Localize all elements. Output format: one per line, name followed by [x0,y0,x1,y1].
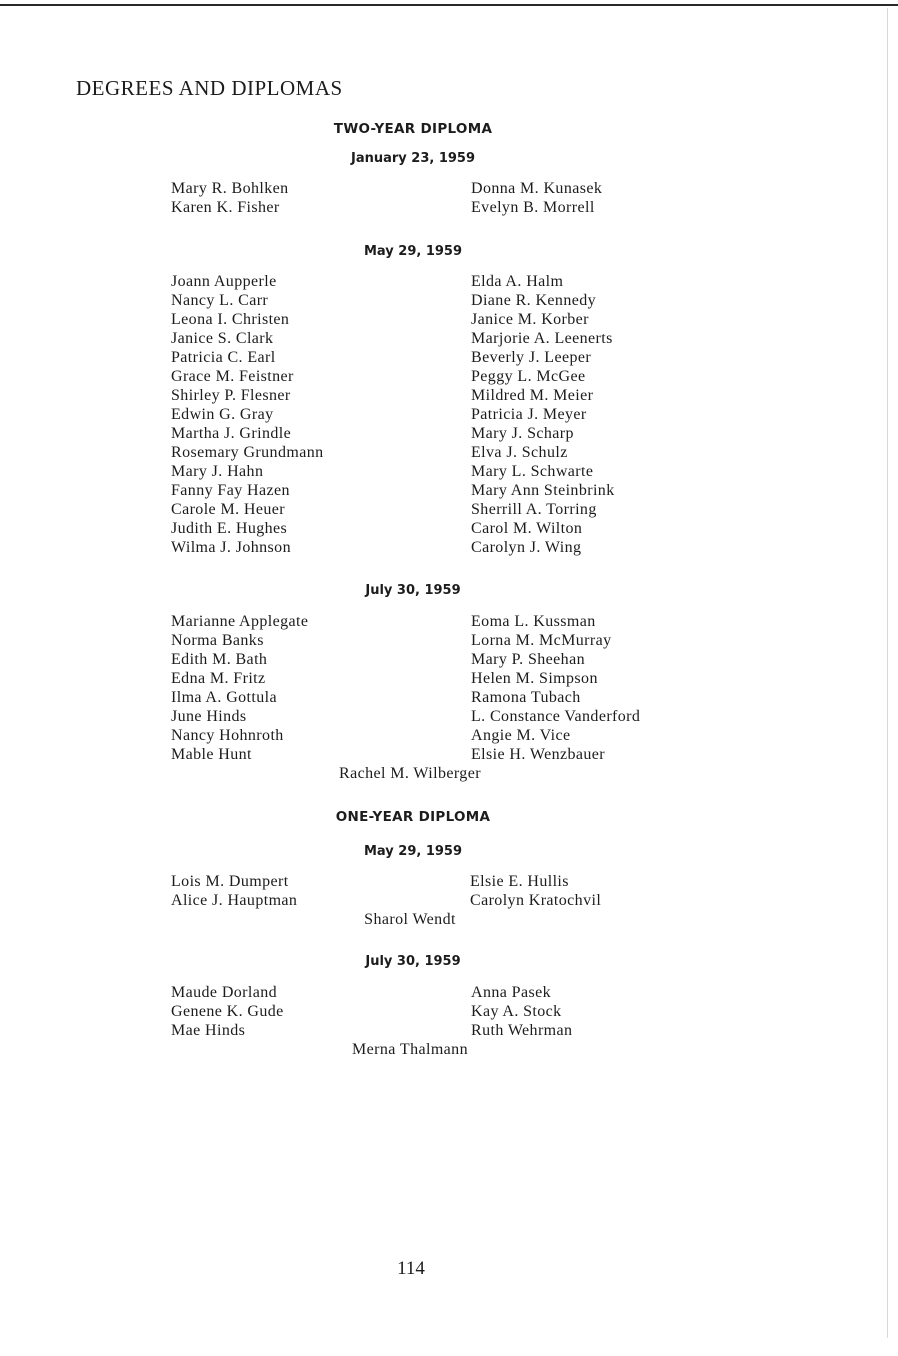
graduate-name: Joann Aupperle [171,273,277,290]
graduate-name: Peggy L. McGee [471,368,586,385]
center-name-one-may: Sharol Wendt [364,911,456,928]
graduate-name: Mable Hunt [171,746,252,763]
name-list-jul-left [171,612,308,764]
graduate-name: Eoma L. Kussman [471,613,596,630]
name-list-jul-right [471,612,640,764]
graduate-name: Lois M. Dumpert [171,873,289,890]
name-list-may-left [171,272,324,557]
graduate-name: Patricia J. Meyer [471,406,587,423]
graduate-name: Anna Pasek [471,984,551,1001]
date-heading-one-year-jul: July 30, 1959 [365,954,461,969]
date-heading-jul-1959: July 30, 1959 [365,583,461,598]
graduate-name: Mary R. Bohlken [171,180,289,197]
graduate-name: Judith E. Hughes [171,520,288,537]
graduate-name: Rosemary Grundmann [171,444,324,461]
name-list-one-jul-left [171,983,284,1040]
graduate-name: Carol M. Wilton [471,520,583,537]
graduate-name: Shirley P. Flesner [171,387,291,404]
date-heading-one-year-may: May 29, 1959 [363,844,463,859]
graduate-name: Maude Dorland [171,984,278,1001]
name-list-one-jul-right [471,983,572,1040]
graduate-name: Edwin G. Gray [171,406,274,423]
graduate-name: Genene K. Gude [171,1003,284,1020]
graduate-name: Mildred M. Meier [471,387,594,404]
graduate-name: Patricia C. Earl [171,349,276,366]
center-name-jul: Rachel M. Wilberger [339,765,481,782]
name-list-one-may-left [171,872,297,910]
graduate-name: Mary Ann Steinbrink [471,482,615,499]
graduate-name: Karen K. Fisher [171,199,280,216]
graduate-name: Lorna M. McMurray [471,632,612,649]
page-edge [887,8,888,1338]
graduate-name: Mae Hinds [171,1022,246,1039]
graduate-name: Carolyn J. Wing [471,539,582,556]
name-list-jan-left [171,179,289,217]
graduate-name: L. Constance Vanderford [471,708,641,725]
graduate-name: Grace M. Feistner [171,368,294,385]
date-heading-jan-1959: January 23, 1959 [350,151,476,166]
graduate-name: Marjorie A. Leenerts [471,330,613,347]
graduate-name: Ilma A. Gottula [171,689,277,706]
graduate-name: Ramona Tubach [471,689,581,706]
graduate-name: Mary J. Scharp [471,425,574,442]
graduate-name: Carole M. Heuer [171,501,285,518]
graduate-name: Beverly J. Leeper [471,349,592,366]
graduate-name: Mary P. Sheehan [471,651,585,668]
graduate-name: Donna M. Kunasek [471,180,603,197]
graduate-name: Mary L. Schwarte [471,463,594,480]
graduate-name: Fanny Fay Hazen [171,482,290,499]
graduate-name: Norma Banks [171,632,264,649]
section-heading-two-year: TWO-YEAR DIPLOMA [333,121,493,137]
graduate-name: Elda A. Halm [471,273,564,290]
graduate-name: Elsie H. Wenzbauer [471,746,606,763]
section-heading-one-year: ONE-YEAR DIPLOMA [335,809,491,825]
graduate-name: Nancy L. Carr [171,292,269,309]
graduate-name: Martha J. Grindle [171,425,292,442]
graduate-name: June Hinds [171,708,247,725]
graduate-name: Elsie E. Hullis [470,873,569,890]
graduate-name: Angie M. Vice [471,727,571,744]
page-heading: DEGREES AND DIPLOMAS [76,76,343,100]
center-name-one-jul: Merna Thalmann [352,1041,468,1058]
top-rule [0,4,898,6]
date-heading-may-1959: May 29, 1959 [363,244,463,259]
graduate-name: Alice J. Hauptman [171,892,298,909]
graduate-name: Edna M. Fritz [171,670,266,687]
graduate-name: Janice M. Korber [471,311,589,328]
graduate-name: Elva J. Schulz [471,444,568,461]
graduate-name: Evelyn B. Morrell [471,199,595,216]
name-list-one-may-right [470,872,601,910]
graduate-name: Mary J. Hahn [171,463,264,480]
graduate-name: Leona I. Christen [171,311,290,328]
graduate-name: Sherrill A. Torring [471,501,597,518]
graduate-name: Helen M. Simpson [471,670,598,687]
name-list-may-right [471,272,615,557]
graduate-name: Janice S. Clark [171,330,274,347]
graduate-name: Ruth Wehrman [471,1022,573,1039]
graduate-name: Nancy Hohnroth [171,727,284,744]
graduate-name: Marianne Applegate [171,613,309,630]
name-list-jan-right [471,179,602,217]
graduate-name: Diane R. Kennedy [471,292,597,309]
graduate-name: Edith M. Bath [171,651,268,668]
graduate-name: Carolyn Kratochvil [470,892,602,909]
page-number: 114 [397,1258,425,1279]
graduate-name: Kay A. Stock [471,1003,562,1020]
graduate-name: Wilma J. Johnson [171,539,291,556]
